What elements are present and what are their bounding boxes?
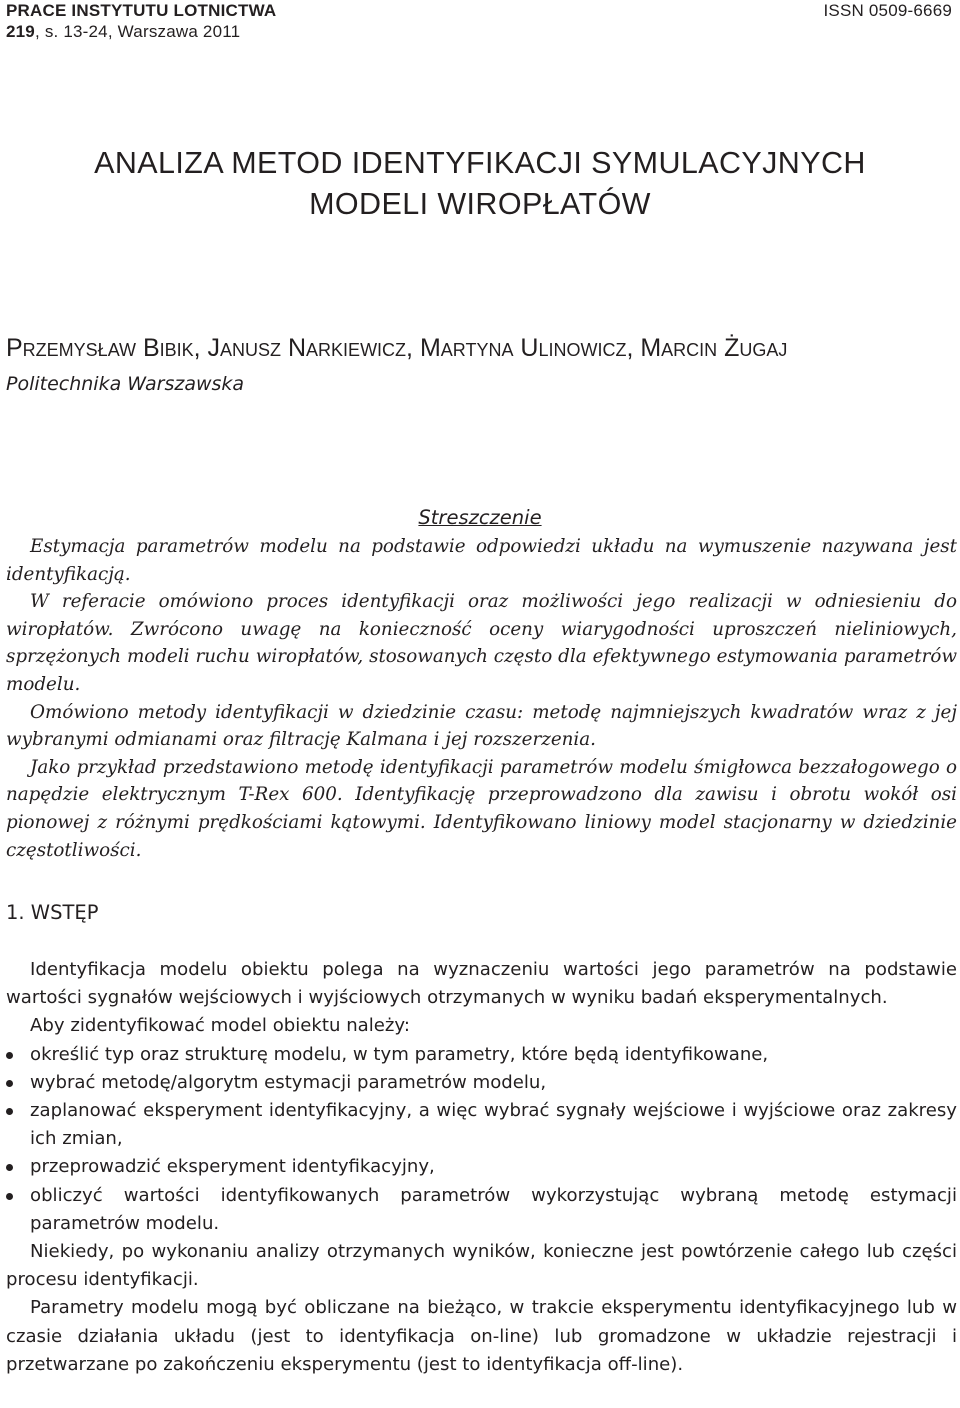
abstract-paragraph: W referacie omówiono proces identyfikacji oraz możliwości jego realizacji w odniesieniu do wiropłatów. Zwrócono uwagę na konieczność oceny wiarygodności uproszczeń nieliniowych, sprzężonych modeli ruchu wiropłatów, stosowanych często dla efektywnego estymowania parametrów modelu.: [6, 591, 957, 695]
abstract-heading: Streszczenie: [418, 506, 542, 529]
paper-title: [0, 143, 960, 225]
bullet-icon: [6, 1164, 13, 1171]
body-paragraph: Identyfikacja modelu obiektu polega na wyznaczeniu wartości jego parametrów na podstawie wartości sygnałów wejściowych i wyjściowych otrzymanych w wyniku badań eksperymentalnych.: [6, 959, 957, 1009]
list-item: [6, 1069, 957, 1097]
issue-details: , s. 13-24, Warszawa 2011: [34, 22, 241, 41]
title-line-1: ANALIZA METOD IDENTYFIKACJI SYMULACYJNYCH: [94, 146, 866, 180]
abstract: [6, 533, 957, 864]
abstract-paragraph: Jako przykład przedstawiono metodę identyfikacji parametrów modelu śmigłowca bezzałogowego o napędzie elektrycznym T-Rex 600. Identyfikację przeprowadzono dla zawisu i obrotu wokół osi pionowej z różnymi prędkościami kątowymi. Identyfikowano liniowy model stacjonarny w dziedzinie częstotliwości.: [6, 756, 957, 861]
section-heading: 1. WSTĘP: [6, 901, 99, 924]
issue-line: [6, 21, 952, 42]
body-paragraph: Parametry modelu mogą być obliczane na bieżąco, w trakcie eksperymentu identyfikacyjnego lub w czasie działania układu (jest to identyfikacja on-line) lub gromadzone w układzie rejestracji i przetwarzane po zakończeniu eksperymentu (jest to identyfikacja off-line).: [6, 1297, 957, 1375]
list-item: [6, 1153, 957, 1181]
step-list: [6, 1041, 957, 1238]
body-text: [6, 956, 957, 1379]
bullet-icon: [6, 1108, 13, 1115]
bullet-icon: [6, 1080, 13, 1087]
title-line-2: MODELI WIROPŁATÓW: [309, 187, 651, 221]
body-paragraph: Niekiedy, po wykonaniu analizy otrzymanych wyników, konieczne jest powtórzenie całego lub części procesu identyfikacji.: [6, 1241, 957, 1291]
list-item: [6, 1041, 957, 1069]
list-item: [6, 1097, 957, 1153]
bullet-icon: [6, 1052, 13, 1059]
page-header: [6, 0, 952, 42]
list-item-text: określić typ oraz strukturę modelu, w tym parametry, które będą identyfikowane,: [30, 1043, 769, 1065]
issn: ISSN 0509-6669: [823, 1, 952, 20]
list-item-text: zaplanować eksperyment identyfikacyjny, a więc wybrać sygnały wejściowe i wyjściowe oraz zakresy ich zmian,: [30, 1100, 957, 1150]
affiliation: Politechnika Warszawska: [6, 373, 245, 395]
issue-number: 219: [6, 22, 35, 41]
bullet-icon: [6, 1193, 13, 1200]
authors: Przemysław Bibik, Janusz Narkiewicz, Martyna Ulinowicz, Marcin Żugaj: [6, 334, 788, 362]
body-paragraph: Aby zidentyfikować model obiektu należy:: [30, 1015, 410, 1037]
journal-name: PRACE INSTYTUTU LOTNICTWA: [6, 1, 277, 20]
abstract-paragraph: Estymacja parametrów modelu na podstawie odpowiedzi układu na wymuszenie nazywana jest identyfikacją.: [6, 536, 957, 585]
list-item-text: obliczyć wartości identyfikowanych parametrów wykorzystując wybraną metodę estymacji parametrów modelu.: [30, 1184, 957, 1234]
abstract-paragraph: Omówiono metody identyfikacji w dziedzinie czasu: metodę najmniejszych kwadratów wraz z jej wybranymi odmianami oraz filtrację Kalmana i jej rozszerzenia.: [6, 701, 957, 751]
list-item: [6, 1182, 957, 1238]
list-item-text: wybrać metodę/algorytm estymacji parametrów modelu,: [30, 1071, 547, 1093]
list-item-text: przeprowadzić eksperyment identyfikacyjny,: [30, 1156, 435, 1178]
